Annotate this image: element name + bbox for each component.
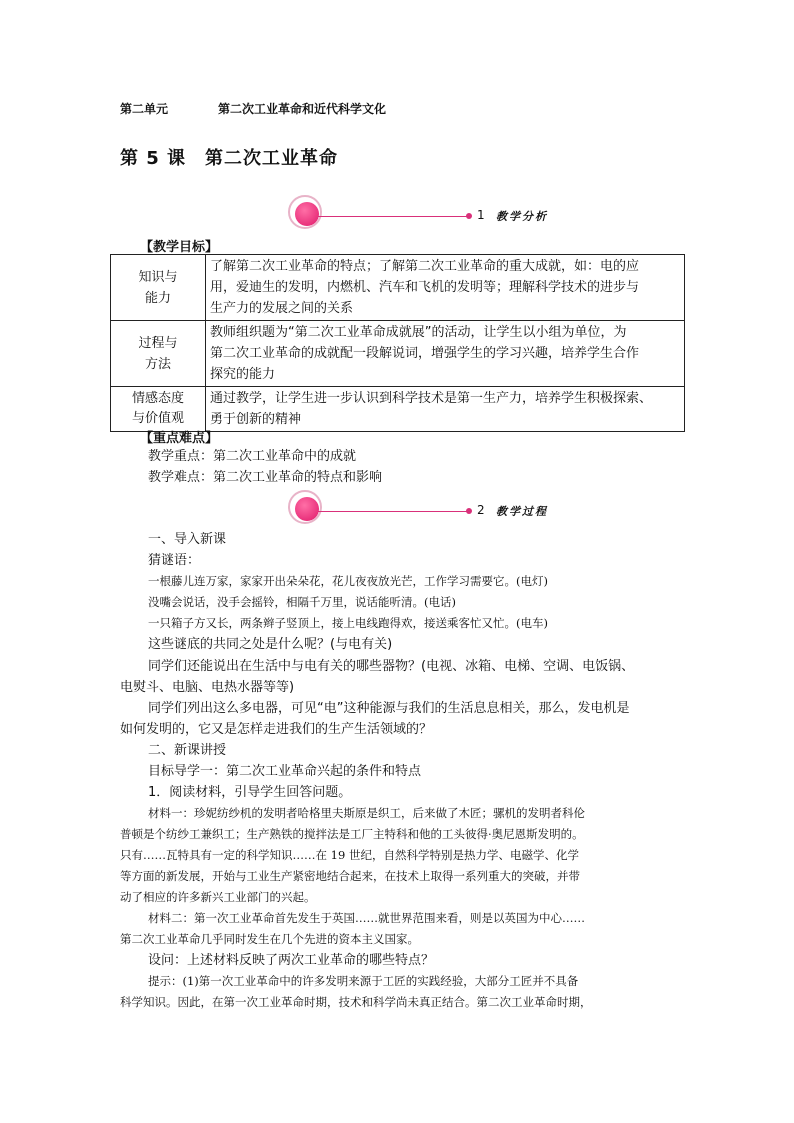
question-3-line-1: 同学们列出这么多电器，可见“电”这种能源与我们的生活息息相关，那么，发电机是 [148,701,630,716]
table-row [111,321,685,387]
guide-1: 目标导学一：第二次工业革命兴起的条件和特点 [148,764,422,779]
riddle-2: 没嘴会说话，没手会摇铃，相隔千万里，说话能听清。(电话) [148,595,456,609]
goals-table [110,254,685,432]
section-badge-process [288,490,588,524]
lesson-title: 第 5 课 第二次工业革命 [120,148,339,169]
teaching-difficulty: 教学难点：第二次工业革命的特点和影响 [148,470,383,485]
table-row [111,387,685,432]
divider-line [318,511,470,512]
section-name: 教学分析 [496,210,548,223]
goals-heading: 【教学目标】 [140,240,219,255]
riddle-3: 一只箱子方又长，两条辫子竖顶上，接上电线跑得欢，接送乘客忙又忙。(电车) [148,616,548,630]
section-number: 2 [477,503,485,517]
material-1-line: 材料一：珍妮纺纱机的发明者哈格里夫斯原是织工，后来做了木匠；骡机的发明者科伦 [148,806,585,820]
teaching-focus: 教学重点：第二次工业革命中的成就 [148,449,357,464]
material-2-line: 材料二：第一次工业革命首先发生于英国……就世界范围来看，则是以英国为中心…… [148,911,585,925]
row-label: 过程与 方法 [111,321,206,387]
section-number: 1 [477,208,485,222]
section-badge-analysis [288,195,588,229]
material-1-line: 只有……瓦特具有一定的科学知识……在 19 世纪，自然科学特别是热力学、电磁学、化学 [120,848,579,862]
question-1: 这些谜底的共同之处是什么呢？(与电有关) [148,637,393,652]
divider-line [318,216,470,217]
pink-circle-icon [288,490,322,524]
table-row [111,255,685,321]
unit-label: 第二单元 [120,102,169,116]
dot-icon [466,213,472,219]
section-name: 教学过程 [496,505,548,518]
new-lesson-heading: 二、新课讲授 [148,743,227,758]
question-2-line-1: 同学们还能说出在生活中与电有关的哪些器物？(电视、冰箱、电梯、空调、电饭锅、 [148,659,635,674]
keypoints-heading: 【重点难点】 [140,431,219,446]
intro-heading: 一、导入新课 [148,532,227,547]
row-content: 了解第二次工业革命的特点；了解第二次工业革命的重大成就，如：电的应 用，爱迪生的发明，内燃机、汽车和飞机的发明等；理解科学技术的进步与 生产力的发展之间的关系 [206,255,685,321]
unit-title: 第二次工业革命和近代科学文化 [218,102,387,116]
question: 设问：上述材料反映了两次工业革命的哪些特点？ [148,953,435,968]
riddle-1: 一根藤儿连万家，家家开出朵朵花，花儿夜夜放光芒，工作学习需要它。(电灯) [148,574,548,588]
question-3-line-2: 如何发明的，它又是怎样走进我们的生产生活领域的？ [120,722,433,737]
row-label: 情感态度 与价值观 [111,387,206,432]
pink-circle-icon [288,195,322,229]
riddle-label: 猜谜语： [148,553,201,568]
material-1-line: 动了相应的许多新兴工业部门的兴起。 [120,890,316,904]
material-1-line: 等方面的新发展，开始与工业生产紧密地结合起来，在技术上取得一系列重大的突破，并带 [120,869,580,883]
step-1: 1．阅读材料，引导学生回答问题。 [148,785,352,800]
material-1-line: 普顿是个纺纱工兼织工；生产熟铁的搅拌法是工厂主特科和他的工头彼得·奥尼恩斯发明的。 [120,827,584,841]
dot-icon [466,508,472,514]
material-2-line: 第二次工业革命几乎同时发生在几个先进的资本主义国家。 [120,932,419,946]
row-content: 通过教学，让学生进一步认识到科学技术是第一生产力，培养学生积极探索、 勇于创新的精神 [206,387,685,432]
row-label: 知识与 能力 [111,255,206,321]
question-2-line-2: 电熨斗、电脑、电热水器等等) [120,680,295,695]
row-content: 教师组织题为“第二次工业革命成就展”的活动，让学生以小组为单位，为 第二次工业革命的成就配一段解说词，增强学生的学习兴趣，培养学生合作 探究的能力 [206,321,685,387]
hint-line: 提示：(1)第一次工业革命中的许多发明来源于工匠的实践经验，大部分工匠并不具备 [148,974,579,988]
hint-line: 科学知识。因此，在第一次工业革命时期，技术和科学尚未真正结合。第二次工业革命时期， [120,995,592,1009]
